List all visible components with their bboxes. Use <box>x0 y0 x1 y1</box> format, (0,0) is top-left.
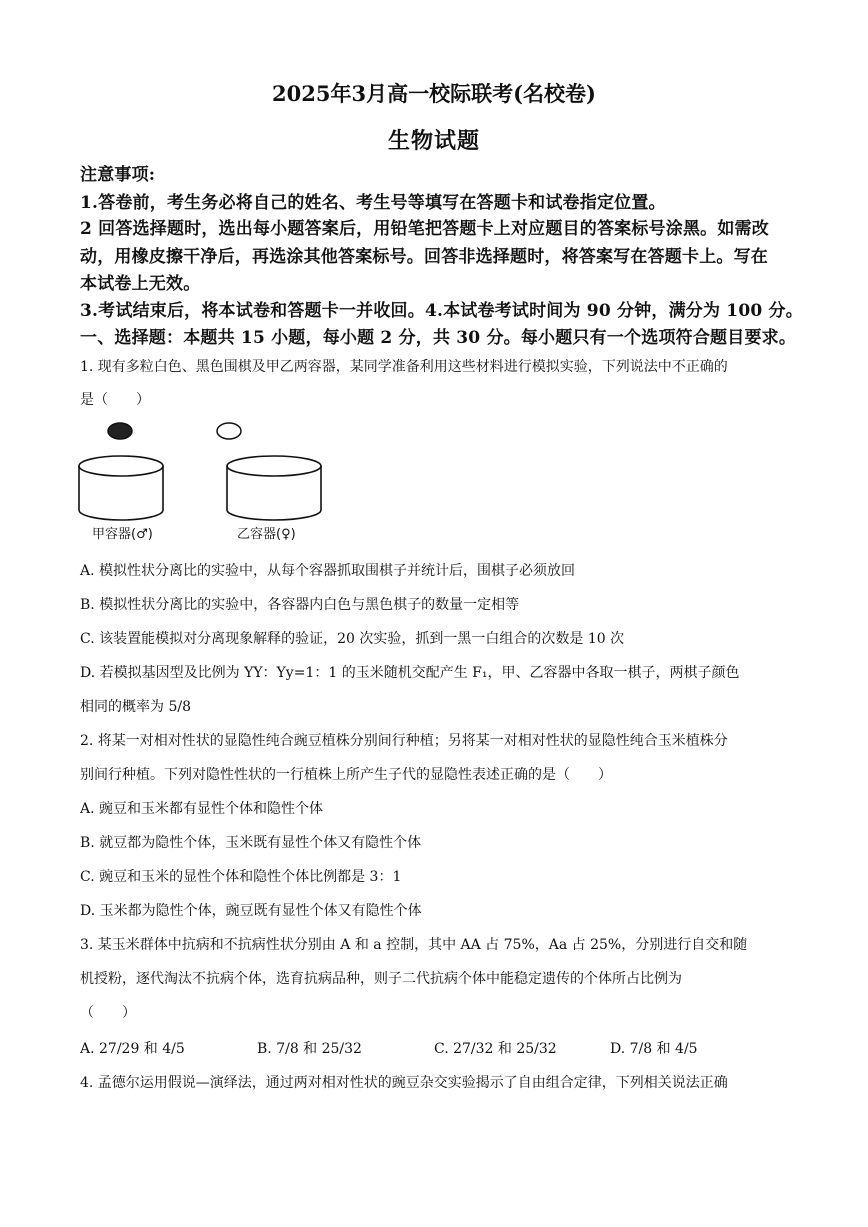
container-yi <box>227 456 321 520</box>
black-go-piece <box>108 423 132 439</box>
q1-option-a: A. 模拟性状分离比的实验中，从每个容器抓取围棋子并统计后，围棋子必须放回 <box>80 563 576 579</box>
notice-line-2a: 2 回答选择题时，选出每小题答案后，用铅笔把答题卡上对应题目的答案标号涂黑。如需改 <box>80 219 769 239</box>
q2-stem-2: 别间行种植。下列对隐性性状的一行植株上所产生子代的显隐性表述正确的是（ ） <box>80 767 612 783</box>
container-yi-label: 乙容器(♀) <box>237 527 296 542</box>
q4-stem-1: 4. 孟德尔运用假说—演绎法，通过两对相对性状的豌豆杂交实验揭示了自由组合定律，下列相关说法正确 <box>80 1075 728 1091</box>
q3-option-d: D. 7/8 和 4/5 <box>610 1041 698 1057</box>
q1-stem-2: 是（ ） <box>80 392 150 408</box>
containers-svg <box>74 418 364 544</box>
notice-line-1: 1.答卷前，考生务必将自己的姓名、考生号等填写在答题卡和试卷指定位置。 <box>80 193 666 213</box>
q1-container-diagram <box>74 418 364 544</box>
q1-option-d-2: 相同的概率为 5/8 <box>80 699 191 715</box>
q1-option-c: C. 该装置能模拟对分离现象解释的验证，20 次实验，抓到一黑一白组合的次数是 10 次 <box>80 631 625 647</box>
section-1-heading: 一、选择题：本题共 15 小题，每小题 2 分，共 30 分。每小题只有一个选项符合题目要求。 <box>80 328 797 348</box>
container-jia-label: 甲容器(♂) <box>92 527 153 542</box>
q2-option-a: A. 豌豆和玉米都有显性个体和隐性个体 <box>80 801 324 817</box>
q1-stem-1: 1. 现有多粒白色、黑色围棋及甲乙两容器，某同学准备利用这些材料进行模拟实验，下列说法中不正确的 <box>80 359 728 375</box>
q2-stem-1: 2. 将某一对相对性状的显隐性纯合豌豆植株分别间行种植；另将某一对相对性状的显隐性纯合玉米植株分 <box>80 733 728 749</box>
notice-line-3: 3.考试结束后，将本试卷和答题卡一并收回。4.本试卷考试时间为 90 分钟，满分为 100 分。 <box>80 301 803 321</box>
q2-option-c: C. 豌豆和玉米的显性个体和隐性个体比例都是 3：1 <box>80 869 402 885</box>
q3-stem-3: （ ） <box>80 1005 136 1021</box>
q3-stem-2: 机授粉，逐代淘汰不抗病个体，选育抗病品种，则子二代抗病个体中能稳定遗传的个体所占比例为 <box>80 971 682 987</box>
q3-option-c: C. 27/32 和 25/32 <box>434 1041 557 1057</box>
q3-stem-1: 3. 某玉米群体中抗病和不抗病性状分别由 A 和 a 控制，其中 AA 占 75%，Aa 占 25%，分别进行自交和随 <box>80 937 748 953</box>
q1-option-b: B. 模拟性状分离比的实验中，各容器内白色与黑色棋子的数量一定相等 <box>80 597 520 613</box>
exam-title: 2025年3月高一校际联考(名校卷) <box>272 81 596 106</box>
q3-option-a: A. 27/29 和 4/5 <box>80 1041 185 1057</box>
q1-option-d-1: D. 若模拟基因型及比例为 YY：Yy=1：1 的玉米随机交配产生 F₁，甲、乙容器中各取一棋子，两棋子颜色 <box>80 665 740 681</box>
container-jia <box>79 456 163 520</box>
q3-option-b: B. 7/8 和 25/32 <box>257 1041 362 1057</box>
white-go-piece <box>217 423 241 439</box>
q2-option-d: D. 玉米都为隐性个体，豌豆既有显性个体又有隐性个体 <box>80 903 422 919</box>
notice-heading: 注意事项: <box>80 165 156 185</box>
subject-title: 生物试题 <box>387 128 480 154</box>
notice-line-2c: 本试卷上无效。 <box>80 274 201 294</box>
notice-line-2b: 动，用橡皮擦干净后，再选涂其他答案标号。回答非选择题时，将答案写在答题卡上。写在 <box>80 247 768 267</box>
q2-option-b: B. 就豆都为隐性个体，玉米既有显性个体又有隐性个体 <box>80 835 422 851</box>
